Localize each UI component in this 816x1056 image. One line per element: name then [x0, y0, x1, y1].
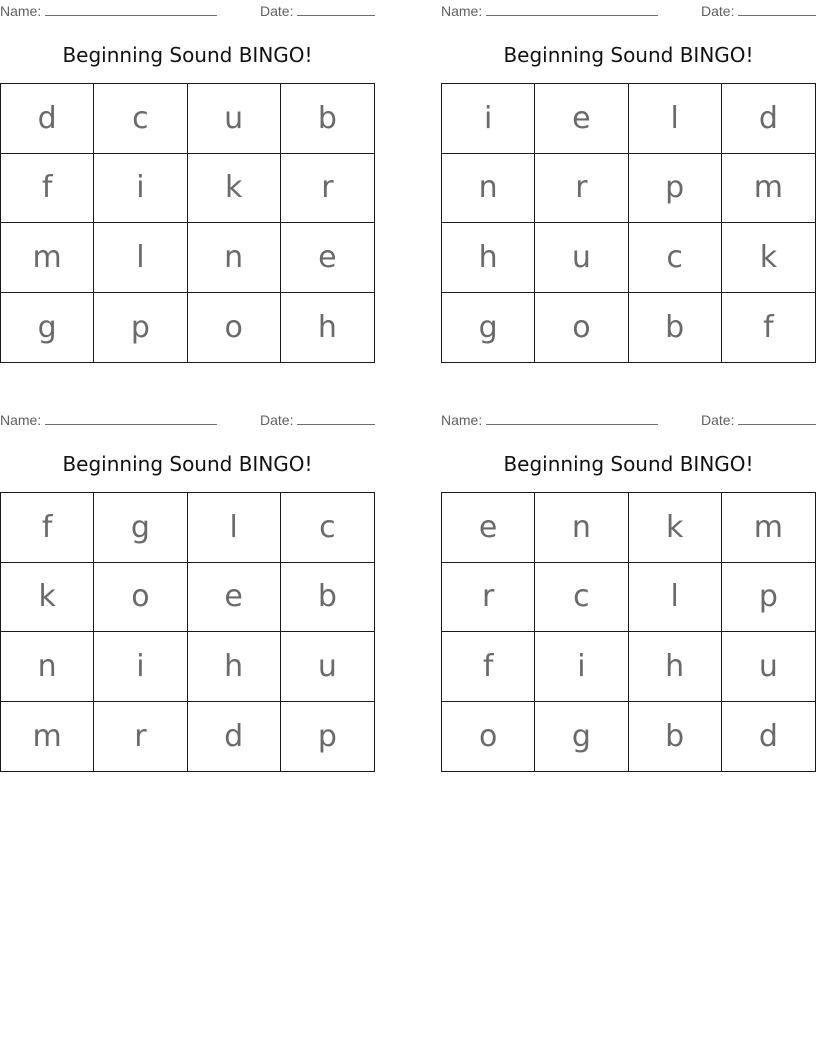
bingo-cell: l	[629, 84, 722, 154]
bingo-cell: d	[722, 84, 815, 154]
bingo-cell: e	[442, 493, 535, 563]
date-field	[260, 3, 375, 19]
name-field	[441, 3, 658, 19]
date-blank-line	[297, 3, 375, 16]
name-field	[0, 412, 217, 428]
date-label: Date:	[701, 412, 735, 428]
card-title: Beginning Sound BINGO!	[503, 452, 754, 476]
card-title: Beginning Sound BINGO!	[62, 452, 313, 476]
bingo-cell: i	[94, 154, 187, 224]
name-blank-line	[45, 3, 217, 16]
bingo-cell: h	[188, 632, 281, 702]
bingo-cell: p	[629, 154, 722, 224]
bingo-cell: n	[188, 223, 281, 293]
bingo-cell: m	[722, 154, 815, 224]
date-field	[701, 3, 816, 19]
bingo-cell: u	[281, 632, 374, 702]
card-header	[0, 3, 375, 19]
bingo-cell: h	[317, 309, 337, 345]
name-label: Name:	[0, 3, 42, 19]
bingo-cell: o	[442, 702, 535, 772]
date-label: Date:	[260, 412, 294, 428]
bingo-cell: d	[188, 702, 281, 772]
date-field	[260, 412, 375, 428]
bingo-grid	[0, 83, 375, 363]
name-label: Name:	[0, 412, 42, 428]
bingo-cell: m	[722, 493, 815, 563]
bingo-cell: u	[722, 632, 815, 702]
name-blank-line	[486, 412, 658, 425]
bingo-cell: k	[1, 563, 94, 633]
bingo-cell: g	[94, 493, 187, 563]
bingo-grid	[441, 83, 816, 363]
bingo-cell: n	[1, 632, 94, 702]
bingo-cell: p	[722, 563, 815, 633]
bingo-cell: p	[94, 293, 187, 363]
bingo-card-3	[0, 409, 375, 773]
bingo-cell: l	[94, 223, 187, 293]
date-label: Date:	[260, 3, 294, 19]
bingo-cell: g	[535, 702, 628, 772]
bingo-card-2	[441, 0, 816, 364]
bingo-cell: r	[94, 702, 187, 772]
bingo-grid	[0, 492, 375, 772]
date-label: Date:	[701, 3, 735, 19]
bingo-cell: p	[317, 718, 337, 754]
bingo-cell: l	[188, 493, 281, 563]
bingo-cell: d	[1, 84, 94, 154]
name-label: Name:	[441, 412, 483, 428]
card-header	[0, 412, 375, 428]
bingo-cell: b	[629, 293, 722, 363]
bingo-cell: m	[1, 702, 94, 772]
bingo-cell: b	[629, 702, 722, 772]
bingo-cell: u	[535, 223, 628, 293]
date-blank-line	[297, 412, 375, 425]
bingo-cell: r	[535, 154, 628, 224]
bingo-cell: i	[94, 632, 187, 702]
bingo-cell: k	[722, 223, 815, 293]
bingo-cell: b	[281, 84, 374, 154]
bingo-cell: u	[188, 84, 281, 154]
date-blank-line	[738, 412, 816, 425]
bingo-cell: c	[94, 84, 187, 154]
bingo-card-4	[441, 409, 816, 773]
bingo-cell: d	[758, 718, 778, 754]
bingo-cell: c	[629, 223, 722, 293]
bingo-grid	[441, 492, 816, 772]
bingo-cell: r	[442, 563, 535, 633]
date-blank-line	[738, 3, 816, 16]
bingo-cell: n	[442, 154, 535, 224]
name-field	[441, 412, 658, 428]
bingo-cell: c	[535, 563, 628, 633]
bingo-cell: f	[442, 632, 535, 702]
bingo-cell: k	[629, 493, 722, 563]
bingo-cell: g	[442, 293, 535, 363]
name-blank-line	[486, 3, 658, 16]
bingo-cell: f	[1, 154, 94, 224]
bingo-cell: c	[281, 493, 374, 563]
bingo-cell: n	[535, 493, 628, 563]
name-label: Name:	[441, 3, 483, 19]
bingo-cell: k	[188, 154, 281, 224]
card-title: Beginning Sound BINGO!	[62, 43, 313, 67]
card-title: Beginning Sound BINGO!	[503, 43, 754, 67]
bingo-cell: l	[629, 563, 722, 633]
name-blank-line	[45, 412, 217, 425]
bingo-cell: h	[629, 632, 722, 702]
bingo-cell: f	[1, 493, 94, 563]
bingo-cell: o	[188, 293, 281, 363]
bingo-cell: r	[281, 154, 374, 224]
date-field	[701, 412, 816, 428]
bingo-card-1	[0, 0, 375, 364]
bingo-cell: e	[188, 563, 281, 633]
bingo-cell: b	[281, 563, 374, 633]
bingo-cell: o	[94, 563, 187, 633]
bingo-cell: m	[1, 223, 94, 293]
bingo-cell: f	[763, 309, 774, 345]
bingo-cell: h	[442, 223, 535, 293]
card-header	[441, 3, 816, 19]
bingo-cell: i	[535, 632, 628, 702]
bingo-cell: e	[535, 84, 628, 154]
name-field	[0, 3, 217, 19]
card-header	[441, 412, 816, 428]
bingo-cell: g	[1, 293, 94, 363]
bingo-cell: e	[281, 223, 374, 293]
bingo-cell: i	[442, 84, 535, 154]
bingo-cell: o	[535, 293, 628, 363]
